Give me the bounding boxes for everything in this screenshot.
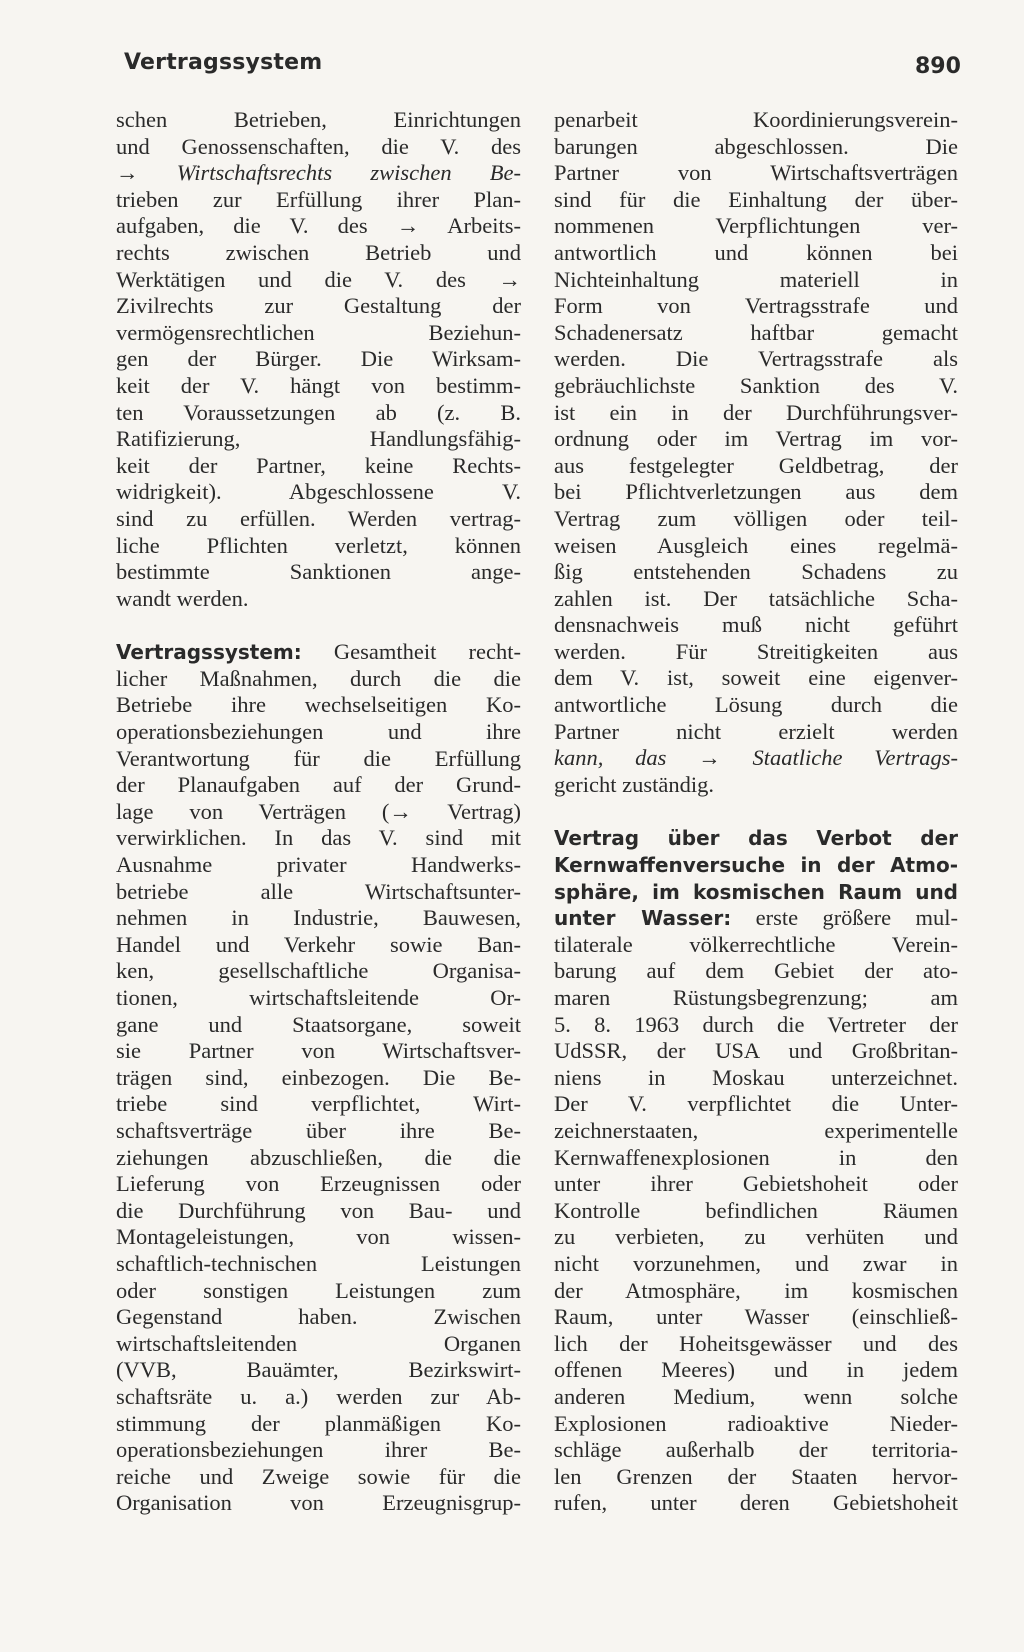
text-line: trieben zur Erfüllung ihrer Plan- [116,186,521,212]
dictionary-entry [116,639,521,1517]
text-line: zeichnerstaaten, experimentelle [554,1117,958,1143]
entry-first-line [554,905,958,932]
text-line: sind zu erfüllen. Werden vertrag- [116,505,521,531]
text-line: zu verbieten, zu verhüten und [554,1224,958,1250]
text-line: werden. Die Vertragsstrafe als [554,346,958,372]
text-line: dem V. ist, soweit eine eigenver- [554,665,958,691]
text-line: ßig entstehenden Schadens zu [554,559,958,585]
entry-headword: unter Wasser: [554,906,732,931]
text-line: aus festgelegter Geldbetrag, der [554,452,958,478]
text-line: Organisation von Erzeugnisgrup- [116,1490,521,1516]
text-line: unter ihrer Gebietshoheit oder [554,1171,958,1197]
page-number: 890 [915,54,961,79]
continued-paragraph [116,107,521,612]
text-line: Raum, unter Wasser (einschließ- [554,1304,958,1330]
text-line: Handel und Verkehr sowie Ban- [116,931,521,957]
text-line: schaftsräte u. a.) werden zur Ab- [116,1383,521,1409]
text-line: zahlen ist. Der tatsächliche Scha- [554,585,958,611]
cross-reference: kann, das → Staatliche Vertrags- [554,745,958,771]
text-line: licher Maßnahmen, durch die die [116,665,521,691]
entry-text: erste größere mul- [755,905,958,931]
text-line: Montageleistungen, von wissen- [116,1224,521,1250]
cross-reference: → Wirtschaftsrechts zwischen Be- [116,160,521,186]
text-line: Verantwortung für die Erfüllung [116,745,521,771]
text-line: Schadenersatz haftbar gemacht [554,319,958,345]
text-line: aufgaben, die V. des → Arbeits- [116,213,521,239]
text-line: penarbeit Koordinierungsverein- [554,107,958,132]
text-line: wirtschaftsleitenden Organen [116,1330,521,1356]
text-line: liche Pflichten verletzt, können [116,532,521,558]
continued-paragraph [554,107,958,798]
text-line: stimmung der planmäßigen Ko- [116,1410,521,1436]
text-line: Kernwaffenexplosionen in den [554,1144,958,1170]
text-line: Lieferung von Erzeugnissen oder [116,1171,521,1197]
text-line [116,160,521,187]
text-line: Gegenstand haben. Zwischen [116,1304,521,1330]
entry-headword: Kernwaffenversuche in der Atmo- [554,853,958,878]
text-line: lage von Verträgen (→ Vertrag) [116,798,521,824]
text-line: widrigkeit). Abgeschlossene V. [116,479,521,505]
text-line: ist ein in der Durchführungsver- [554,399,958,425]
text-line: reiche und Zweige sowie für die [116,1463,521,1489]
text-line: nicht vorzunehmen, und zwar in [554,1250,958,1276]
text-line: Partner nicht erzielt werden [554,718,958,744]
text-line: nehmen in Industrie, Bauwesen, [116,905,521,931]
text-line: densnachweis muß nicht geführt [554,612,958,638]
text-line: offenen Meeres) und in jedem [554,1357,958,1383]
left-column [116,107,521,1517]
text-line: schaftlich-technischen Leistungen [116,1250,521,1276]
text-line: sie Partner von Wirtschaftsver- [116,1038,521,1064]
text-line: 5. 8. 1963 durch die Vertreter der [554,1011,958,1037]
text-line: maren Rüstungsbegrenzung; am [554,985,958,1010]
text-line: ken, gesellschaftliche Organisa- [116,958,521,984]
text-line: weisen Ausgleich eines regelmä- [554,532,958,558]
text-line: verwirklichen. In das V. sind mit [116,825,521,851]
dictionary-entry [554,825,958,1516]
text-line: tionen, wirtschaftsleitende Or- [116,985,521,1010]
text-line: schläge außerhalb der territoria- [554,1437,958,1463]
text-line: anderen Medium, wenn solche [554,1383,958,1409]
text-line: vermögensrechtlichen Beziehun- [116,319,521,345]
text-line: Der V. verpflichtet die Unter- [554,1091,958,1117]
text-line: UdSSR, der USA und Großbritan- [554,1038,958,1064]
right-column [554,107,958,1517]
text-line: Ratifizierung, Handlungsfähig- [116,426,521,452]
text-line: Nichteinhaltung materiell in [554,266,958,292]
text-line: sind für die Einhaltung der über- [554,186,958,212]
text-line: Form von Vertragsstrafe und [554,293,958,319]
text-line: rufen, unter deren Gebietshoheit [554,1490,958,1516]
text-line: bei Pflichtverletzungen aus dem [554,479,958,505]
entry-headword: Vertragssystem: [116,640,302,665]
text-line: Werktätigen und die V. des → [116,266,521,292]
text-line: wandt werden. [116,585,249,611]
text-line: betriebe alle Wirtschaftsunter- [116,878,521,904]
text-line: ten Voraussetzungen ab (z. B. [116,399,521,425]
text-line: lich der Hoheitsgewässer und des [554,1330,958,1356]
text-line: barungen abgeschlossen. Die [554,133,958,159]
entry-headword: sphäre, im kosmischen Raum und [554,879,958,904]
text-line: schaftsverträge über ihre Be- [116,1117,521,1143]
text-line: antwortlich und können bei [554,239,958,265]
text-line: gane und Staatsorgane, soweit [116,1011,521,1037]
text-line: Explosionen radioaktive Nieder- [554,1410,958,1436]
text-line: trägen sind, einbezogen. Die Be- [116,1064,521,1090]
text-line: gen der Bürger. Die Wirksam- [116,346,521,372]
text-line [554,745,958,772]
text-line: antwortliche Lösung durch die [554,692,958,718]
text-line: ziehungen abzuschließen, die die [116,1144,521,1170]
text-line: nommenen Verpflichtungen ver- [554,213,958,239]
text-line: der Atmosphäre, im kosmischen [554,1277,958,1303]
text-line: schen Betrieben, Einrichtungen [116,107,521,132]
text-line: oder sonstigen Leistungen zum [116,1277,521,1303]
text-line: tilaterale völkerrechtliche Verein- [554,931,958,957]
text-line: niens in Moskau unterzeichnet. [554,1064,958,1090]
running-head: Vertragssystem [124,50,323,75]
entry-headword: Vertrag über das Verbot der [554,826,958,851]
text-line: ordnung oder im Vertrag im vor- [554,426,958,452]
text-line: barung auf dem Gebiet der ato- [554,958,958,984]
text-line: gericht zuständig. [554,771,714,797]
text-line: Partner von Wirtschaftsverträgen [554,160,958,186]
text-line: Ausnahme privater Handwerks- [116,852,521,878]
text-line: bestimmte Sanktionen ange- [116,559,521,585]
text-line: operationsbeziehungen und ihre [116,719,521,745]
entry-first-line [116,639,521,666]
text-line: gebräuchlichste Sanktion des V. [554,372,958,398]
text-line: rechts zwischen Betrieb und [116,239,521,265]
text-line: operationsbeziehungen ihrer Be- [116,1437,521,1463]
text-line: (VVB, Bauämter, Bezirkswirt- [116,1357,521,1383]
text-line: werden. Für Streitigkeiten aus [554,638,958,664]
text-line: triebe sind verpflichtet, Wirt- [116,1091,521,1117]
entry-text: Gesamtheit recht- [333,639,521,665]
text-line: der Planaufgaben auf der Grund- [116,772,521,798]
text-line: Kontrolle befindlichen Räumen [554,1197,958,1223]
text-line: Zivilrechts zur Gestaltung der [116,293,521,319]
text-line: keit der V. hängt von bestimm- [116,372,521,398]
text-line: keit der Partner, keine Rechts- [116,452,521,478]
text-line: die Durchführung von Bau- und [116,1197,521,1223]
text-line: Vertrag zum völligen oder teil- [554,505,958,531]
text-line: Betriebe ihre wechselseitigen Ko- [116,692,521,718]
text-line: len Grenzen der Staaten hervor- [554,1463,958,1489]
text-line: und Genossenschaften, die V. des [116,133,521,159]
